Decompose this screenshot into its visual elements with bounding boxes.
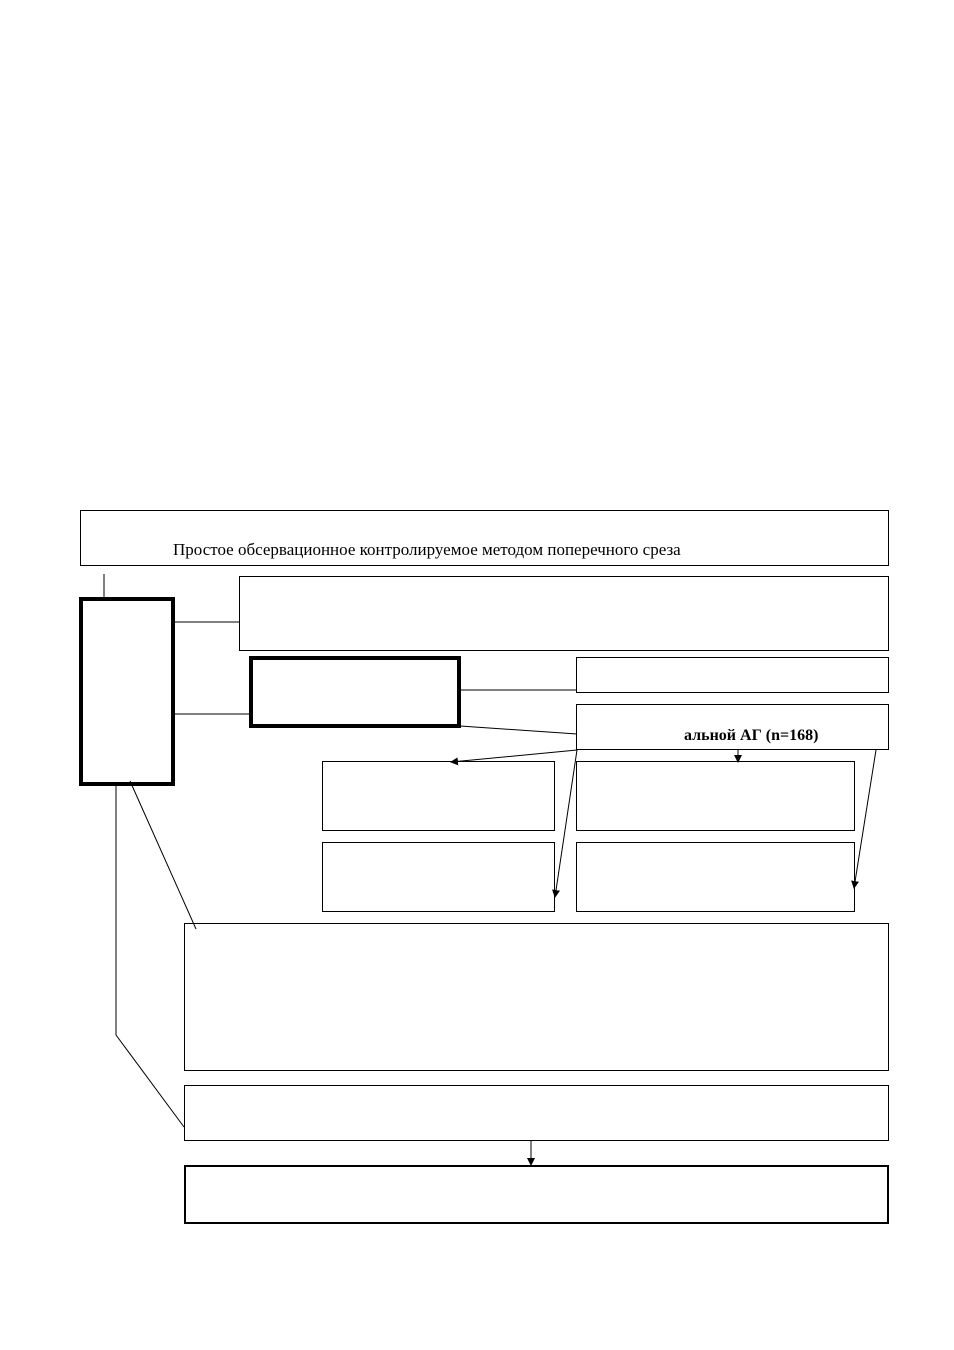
wide-upper-box xyxy=(239,576,889,651)
subgroup-box-a xyxy=(322,761,555,831)
left-tall-box xyxy=(79,597,175,786)
group-label: альной АГ (n=168) xyxy=(684,727,819,744)
final-box xyxy=(184,1165,889,1224)
subgroup-box-d xyxy=(576,842,855,912)
study-design-text: Простое обсервационное контролируемое методом поперечного среза xyxy=(173,540,681,559)
connector-bold-to-group-box xyxy=(460,726,577,734)
right-top-box xyxy=(576,657,889,693)
large-lower-box xyxy=(184,923,889,1071)
bold-middle-box xyxy=(249,656,461,728)
arrow-to-box-c xyxy=(555,750,577,897)
bottom-box xyxy=(184,1085,889,1141)
connector-left-to-bottom-box xyxy=(116,784,184,1127)
subgroup-box-b xyxy=(576,761,855,831)
arrow-to-box-d xyxy=(854,750,876,888)
connector-left-to-large-box xyxy=(130,781,196,929)
subgroup-box-c xyxy=(322,842,555,912)
